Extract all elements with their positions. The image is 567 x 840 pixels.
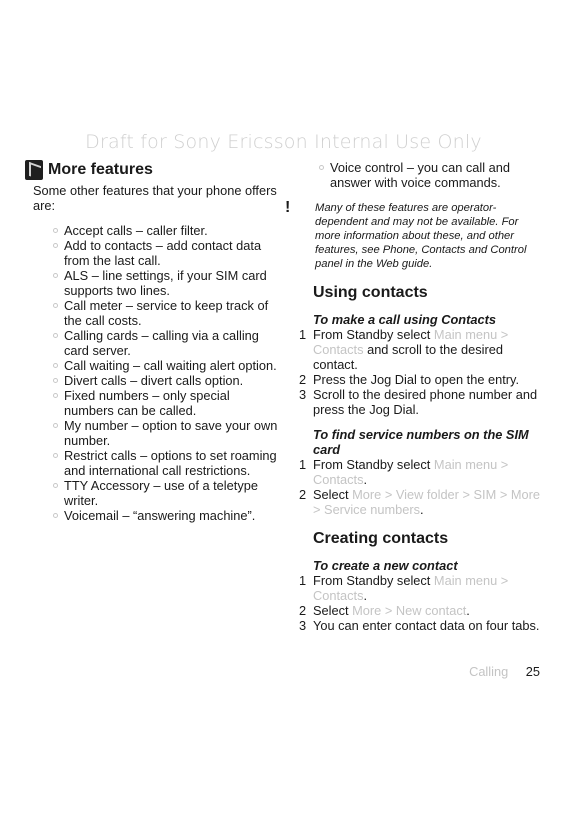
menu-path: More > View folder > SIM > More > Service numbers	[313, 487, 541, 517]
create-contact-steps	[299, 573, 545, 633]
bullet-icon	[53, 513, 58, 518]
more-features-heading: More features	[48, 161, 153, 178]
service-numbers-steps	[299, 457, 545, 517]
step-item: 2 Select More > View folder > SIM > More > Service numbers.	[299, 487, 541, 517]
bullet-icon	[53, 273, 58, 278]
list-item: My number – option to save your own number.	[33, 418, 283, 448]
list-item: TTY Accessory – use of a teletype writer.	[33, 478, 283, 508]
bullet-icon	[53, 243, 58, 248]
list-item: Add to contacts – add contact data from the last call.	[33, 238, 283, 268]
service-numbers-subheading: To find service numbers on the SIM card	[313, 427, 529, 457]
menu-path: More > New contact	[352, 603, 467, 618]
step-item: 1 From Standby select Main menu > Contacts and scroll to the desired contact.	[299, 327, 509, 372]
list-item: ALS – line settings, if your SIM card supports two lines.	[33, 268, 283, 298]
step-item: 3 You can enter contact data on four tabs.	[299, 618, 540, 633]
list-item: Divert calls – divert calls option.	[33, 373, 283, 388]
menu-path: Main menu > Contacts	[313, 457, 509, 487]
bullet-icon	[53, 378, 58, 383]
operator-note-text: Many of these features are operator-dependent and may not be available. For more information about these, and other features, see Phone, Contacts and Control panel in the Web guide.	[315, 202, 527, 270]
page-footer	[469, 664, 540, 679]
list-item: Accept calls – caller filter.	[33, 223, 283, 238]
more-features-header	[25, 160, 283, 180]
step-item: 1 From Standby select Main menu > Contacts.	[299, 573, 509, 603]
bullet-icon	[53, 303, 58, 308]
step-item: 2 Select More > New contact.	[299, 603, 470, 618]
menu-path: Main menu > Contacts	[313, 327, 509, 357]
draft-watermark: Draft for Sony Ericsson Internal Use Only	[85, 131, 482, 153]
features-list-continued	[299, 160, 545, 190]
bullet-icon	[319, 165, 324, 170]
more-features-intro: Some other features that your phone offers are:	[33, 183, 277, 213]
bullet-icon	[53, 393, 58, 398]
operator-note	[285, 199, 545, 271]
make-call-steps	[299, 327, 545, 417]
section-name: Calling	[469, 664, 509, 679]
make-call-subheading: To make a call using Contacts	[313, 312, 496, 327]
list-item: Restrict calls – options to set roaming and international call restrictions.	[33, 448, 283, 478]
step-item: 1 From Standby select Main menu > Contacts.	[299, 457, 509, 487]
list-item: Voicemail – “answering machine”.	[33, 508, 283, 523]
bullet-icon	[53, 453, 58, 458]
list-item: Voice control – you can call and answer with voice commands.	[299, 160, 545, 190]
bullet-icon	[53, 228, 58, 233]
step-item: 2 Press the Jog Dial to open the entry.	[299, 372, 520, 387]
menu-path: Main menu > Contacts	[313, 573, 509, 603]
list-item: Call meter – service to keep track of the call costs.	[33, 298, 283, 328]
list-item: Fixed numbers – only special numbers can be called.	[33, 388, 283, 418]
bullet-icon	[53, 333, 58, 338]
phone-note-icon	[25, 160, 43, 180]
list-item: Call waiting – call waiting alert option.	[33, 358, 283, 373]
exclamation-icon: !	[285, 199, 291, 216]
features-list	[33, 223, 283, 523]
page-number: 25	[525, 664, 540, 679]
right-column	[285, 160, 545, 633]
bullet-icon	[53, 423, 58, 428]
bullet-icon	[53, 483, 58, 488]
step-item: 3 Scroll to the desired phone number and press the Jog Dial.	[299, 387, 538, 417]
create-contact-subheading: To create a new contact	[313, 558, 458, 573]
left-column	[33, 160, 283, 523]
creating-contacts-heading: Creating contacts	[313, 530, 449, 547]
bullet-icon	[53, 363, 58, 368]
list-item: Calling cards – calling via a calling card server.	[33, 328, 283, 358]
using-contacts-heading: Using contacts	[313, 284, 428, 301]
